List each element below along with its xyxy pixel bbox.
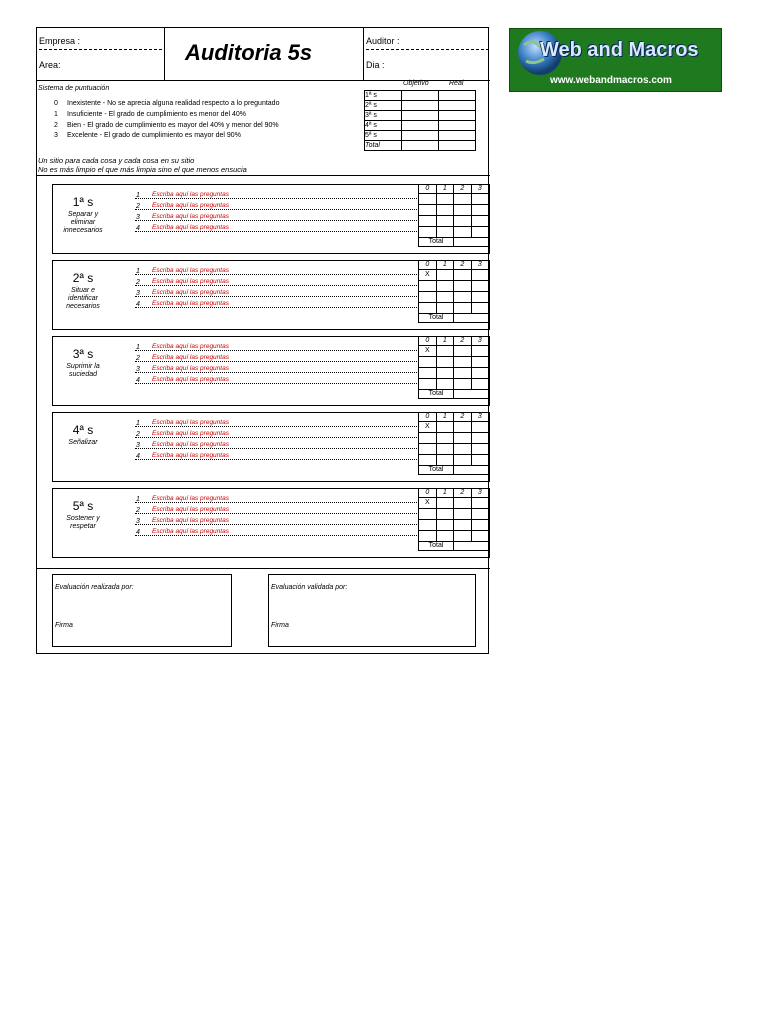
score-cell[interactable] <box>419 531 437 542</box>
score-cell[interactable] <box>419 205 437 216</box>
scoring-item: 0 Inexistente - No se aprecia alguna realidad respecto a lo preguntado <box>54 100 280 107</box>
score-cell[interactable]: X <box>419 422 437 433</box>
score-cell[interactable] <box>419 303 437 314</box>
score-col-header: 0 <box>419 413 437 422</box>
section-3s <box>52 336 490 406</box>
score-cell[interactable] <box>436 368 454 379</box>
question-number: 3 <box>136 442 140 449</box>
score-col-header: 3 <box>471 261 488 270</box>
question-input[interactable]: Escriba aquí las preguntas <box>152 343 229 350</box>
section-subtitle: innecesarios <box>63 227 103 234</box>
question-input[interactable]: Escriba aquí las preguntas <box>152 354 229 361</box>
score-col-header: 1 <box>436 337 454 346</box>
score-cell[interactable] <box>471 216 488 227</box>
section-2s <box>52 260 490 330</box>
question-line <box>135 209 417 210</box>
question-line <box>135 513 417 514</box>
total-label: Total <box>419 390 454 399</box>
score-cell[interactable] <box>454 270 471 281</box>
score-col-header: 3 <box>471 337 488 346</box>
audit-sheet <box>36 27 489 654</box>
total-value[interactable] <box>454 466 489 475</box>
question-line <box>135 231 417 232</box>
score-cell[interactable] <box>471 194 488 205</box>
score-cell[interactable] <box>454 292 471 303</box>
question-input[interactable]: Escriba aquí las preguntas <box>152 267 229 274</box>
firma-label: Firma <box>55 622 73 629</box>
score-cell[interactable] <box>454 346 471 357</box>
score-col-header: 2 <box>454 185 471 194</box>
score-cell[interactable] <box>436 379 454 390</box>
question-line <box>135 437 417 438</box>
score-grid <box>418 412 489 475</box>
question-line <box>135 350 417 351</box>
score-cell[interactable] <box>454 194 471 205</box>
score-cell[interactable] <box>436 194 454 205</box>
question-number: 3 <box>136 518 140 525</box>
question-input[interactable]: Escriba aquí las preguntas <box>152 300 229 307</box>
score-cell[interactable] <box>471 368 488 379</box>
score-cell[interactable] <box>419 368 437 379</box>
section-title: 2ª s <box>72 271 94 285</box>
score-cell[interactable] <box>419 281 437 292</box>
score-cell[interactable] <box>436 303 454 314</box>
total-label: Total <box>419 542 454 551</box>
score-cell[interactable] <box>436 292 454 303</box>
evaluacion-validada-label: Evaluación validada por: <box>271 584 348 591</box>
score-cell[interactable] <box>436 433 454 444</box>
score-cell[interactable]: X <box>419 270 437 281</box>
score-col-header: 0 <box>419 261 437 270</box>
section-subtitle: respetar <box>70 523 96 530</box>
empresa-label: Empresa : <box>39 36 81 46</box>
score-col-header: 0 <box>419 185 437 194</box>
total-value[interactable] <box>454 314 489 323</box>
total-label: Total <box>419 238 454 247</box>
score-col-header: 1 <box>436 261 454 270</box>
score-cell[interactable] <box>454 227 471 238</box>
dia-label: Dia : <box>366 60 385 70</box>
col-real: Real <box>449 80 464 87</box>
auditor-field[interactable] <box>366 49 489 50</box>
score-col-header: 1 <box>436 413 454 422</box>
question-number: 3 <box>136 290 140 297</box>
question-number: 2 <box>136 203 140 210</box>
score-cell[interactable] <box>436 216 454 227</box>
score-cell[interactable] <box>419 509 437 520</box>
section-subtitle: Sostener y <box>66 515 100 522</box>
question-line <box>135 426 417 427</box>
score-cell[interactable] <box>436 509 454 520</box>
score-col-header: 3 <box>471 489 488 498</box>
total-value[interactable] <box>454 238 489 247</box>
empresa-field[interactable] <box>39 49 162 50</box>
auditor-label: Auditor : <box>366 36 400 46</box>
score-col-header: 0 <box>419 337 437 346</box>
score-cell[interactable] <box>471 270 488 281</box>
score-cell[interactable] <box>471 346 488 357</box>
question-input[interactable]: Escriba aquí las preguntas <box>152 495 229 502</box>
score-cell[interactable] <box>471 357 488 368</box>
question-number: 2 <box>136 507 140 514</box>
score-col-header: 1 <box>436 489 454 498</box>
question-line <box>135 383 417 384</box>
score-cell[interactable] <box>419 227 437 238</box>
score-cell[interactable] <box>471 292 488 303</box>
score-cell[interactable] <box>471 227 488 238</box>
section-subtitle: necesarios <box>66 303 100 310</box>
motto-2: No es más limpio el que más limpia sino el que menos ensucia <box>38 165 247 174</box>
question-input[interactable]: Escriba aquí las preguntas <box>152 365 229 372</box>
section-subtitle: Suprimir la <box>66 363 100 370</box>
section-title: 3ª s <box>72 347 94 361</box>
question-input[interactable]: Escriba aquí las preguntas <box>152 419 229 426</box>
question-line <box>135 459 417 460</box>
question-number: 3 <box>136 214 140 221</box>
score-cell[interactable] <box>454 216 471 227</box>
score-col-header: 0 <box>419 489 437 498</box>
question-input[interactable]: Escriba aquí las preguntas <box>152 278 229 285</box>
score-cell[interactable] <box>471 444 488 455</box>
question-input[interactable]: Escriba aquí las preguntas <box>152 506 229 513</box>
question-input[interactable]: Escriba aquí las preguntas <box>152 202 229 209</box>
scoring-item: 3 Excelente - El grado de cumplimiento es mayor del 90% <box>54 132 241 139</box>
score-cell[interactable] <box>419 433 437 444</box>
question-line <box>135 535 417 536</box>
score-col-header: 2 <box>454 413 471 422</box>
scoring-item: 2 Bien - El grado de cumplimiento es mayor del 40% y menor del 90% <box>54 122 279 129</box>
score-cell[interactable] <box>436 444 454 455</box>
score-cell[interactable] <box>419 357 437 368</box>
score-cell[interactable] <box>471 205 488 216</box>
score-cell[interactable] <box>454 498 471 509</box>
score-cell[interactable] <box>454 444 471 455</box>
question-number: 1 <box>136 268 140 275</box>
question-input[interactable]: Escriba aquí las preguntas <box>152 191 229 198</box>
question-line <box>135 285 417 286</box>
evaluacion-realizada-box[interactable] <box>52 574 232 647</box>
question-line <box>135 448 417 449</box>
question-input[interactable]: Escriba aquí las preguntas <box>152 430 229 437</box>
score-cell[interactable]: X <box>419 346 437 357</box>
score-grid <box>418 488 489 551</box>
score-cell[interactable] <box>471 509 488 520</box>
total-label: Total <box>419 314 454 323</box>
score-cell[interactable] <box>454 520 471 531</box>
score-cell[interactable] <box>419 444 437 455</box>
score-cell[interactable] <box>419 292 437 303</box>
score-cell[interactable] <box>436 531 454 542</box>
score-cell[interactable] <box>436 357 454 368</box>
scoring-item: 1 Insuficiente - El grado de cumplimiento es menor del 40% <box>54 111 246 118</box>
score-cell[interactable] <box>436 498 454 509</box>
score-cell[interactable] <box>436 227 454 238</box>
question-input[interactable]: Escriba aquí las preguntas <box>152 224 229 231</box>
score-cell[interactable] <box>436 346 454 357</box>
score-cell[interactable] <box>436 422 454 433</box>
question-line <box>135 296 417 297</box>
score-cell[interactable] <box>454 509 471 520</box>
section-subtitle: eliminar <box>70 219 96 226</box>
question-line <box>135 274 417 275</box>
score-cell[interactable] <box>471 281 488 292</box>
score-cell[interactable] <box>454 455 471 466</box>
score-cell[interactable] <box>419 194 437 205</box>
score-cell[interactable] <box>471 520 488 531</box>
scoring-title: Sistema de puntuación <box>38 85 110 92</box>
question-number: 1 <box>136 420 140 427</box>
question-line <box>135 307 417 308</box>
col-objetivo: Objetivo <box>403 80 429 87</box>
total-value[interactable] <box>454 542 489 551</box>
area-label: Area: <box>39 60 61 70</box>
score-cell[interactable] <box>419 455 437 466</box>
question-number: 3 <box>136 366 140 373</box>
score-grid <box>418 260 489 323</box>
question-number: 2 <box>136 355 140 362</box>
question-input[interactable]: Escriba aquí las preguntas <box>152 213 229 220</box>
question-input[interactable]: Escriba aquí las preguntas <box>152 376 229 383</box>
question-input[interactable]: Escriba aquí las preguntas <box>152 452 229 459</box>
score-col-header: 2 <box>454 489 471 498</box>
question-number: 1 <box>136 344 140 351</box>
question-input[interactable]: Escriba aquí las preguntas <box>152 289 229 296</box>
score-cell[interactable] <box>436 281 454 292</box>
score-cell[interactable] <box>436 205 454 216</box>
question-line <box>135 220 417 221</box>
question-input[interactable]: Escriba aquí las preguntas <box>152 528 229 535</box>
score-cell[interactable] <box>419 379 437 390</box>
section-title: 4ª s <box>72 423 94 437</box>
score-cell[interactable] <box>454 531 471 542</box>
section-subtitle: identificar <box>68 295 98 302</box>
section-subtitle: Señalizar <box>68 439 98 446</box>
logo-url: www.webandmacros.com <box>550 75 672 86</box>
question-input[interactable]: Escriba aquí las preguntas <box>152 441 229 448</box>
question-line <box>135 372 417 373</box>
score-cell[interactable] <box>471 379 488 390</box>
question-number: 4 <box>136 301 140 308</box>
score-col-header: 1 <box>436 185 454 194</box>
question-line <box>135 198 417 199</box>
question-line <box>135 361 417 362</box>
section-subtitle: Separar y <box>67 211 99 218</box>
motto-1: Un sitio para cada cosa y cada cosa en su sitio <box>38 156 195 165</box>
question-number: 4 <box>136 377 140 384</box>
score-cell[interactable] <box>436 270 454 281</box>
score-cell[interactable] <box>471 455 488 466</box>
score-col-header: 3 <box>471 185 488 194</box>
total-value[interactable] <box>454 390 489 399</box>
score-cell[interactable] <box>454 357 471 368</box>
firma-label: Firma <box>271 622 289 629</box>
score-cell[interactable] <box>471 433 488 444</box>
question-number: 2 <box>136 431 140 438</box>
score-grid <box>418 184 489 247</box>
score-cell[interactable] <box>454 379 471 390</box>
section-title: 5ª s <box>72 499 94 513</box>
section-1s <box>52 184 490 254</box>
score-cell[interactable] <box>419 216 437 227</box>
web-and-macros-logo[interactable] <box>509 28 722 92</box>
question-number: 2 <box>136 279 140 286</box>
score-cell[interactable] <box>454 281 471 292</box>
logo-brand: Web and Macros <box>540 39 699 61</box>
score-cell[interactable] <box>454 205 471 216</box>
page-title: Auditoria 5s <box>185 40 313 65</box>
score-cell[interactable] <box>454 422 471 433</box>
score-cell[interactable] <box>436 455 454 466</box>
score-cell[interactable] <box>419 520 437 531</box>
question-input[interactable]: Escriba aquí las preguntas <box>152 517 229 524</box>
score-cell[interactable] <box>471 498 488 509</box>
section-title: 1ª s <box>72 195 94 209</box>
score-col-header: 2 <box>454 261 471 270</box>
evaluacion-validada-box[interactable] <box>268 574 476 647</box>
section-subtitle: Situar e <box>70 287 96 294</box>
score-cell[interactable] <box>454 433 471 444</box>
summary-table: 1ª s 2ª s 3ª s 4ª s 5ª s Total <box>364 90 476 151</box>
score-cell[interactable] <box>471 531 488 542</box>
score-cell[interactable] <box>436 520 454 531</box>
question-number: 4 <box>136 453 140 460</box>
section-subtitle: suciedad <box>68 371 98 378</box>
question-line <box>135 524 417 525</box>
question-number: 1 <box>136 496 140 503</box>
score-col-header: 2 <box>454 337 471 346</box>
score-col-header: 3 <box>471 413 488 422</box>
total-label: Total <box>419 466 454 475</box>
score-cell[interactable] <box>471 303 488 314</box>
question-number: 1 <box>136 192 140 199</box>
section-5s <box>52 488 490 558</box>
score-cell[interactable] <box>454 303 471 314</box>
question-number: 4 <box>136 529 140 536</box>
score-grid <box>418 336 489 399</box>
score-cell[interactable]: X <box>419 498 437 509</box>
evaluacion-realizada-label: Evaluación realizada por: <box>55 584 134 591</box>
score-cell[interactable] <box>471 422 488 433</box>
score-cell[interactable] <box>454 368 471 379</box>
question-line <box>135 502 417 503</box>
question-number: 4 <box>136 225 140 232</box>
section-4s <box>52 412 490 482</box>
